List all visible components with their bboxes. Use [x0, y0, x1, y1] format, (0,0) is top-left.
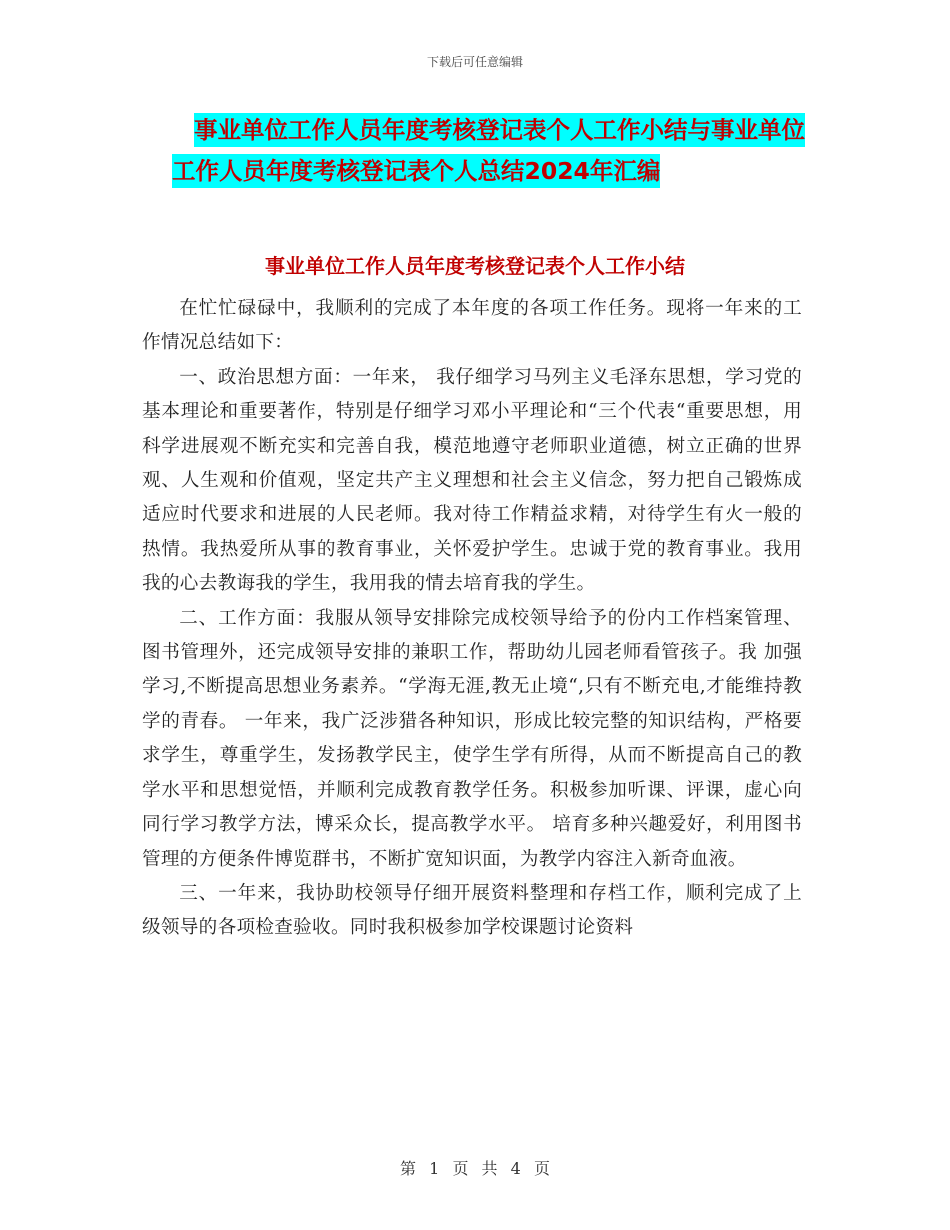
paragraph-archives: 三、一年来，我协助校领导仔细开展资料整理和存档工作，顺利完成了上级领导的各项检查验收。同时我积极参加学校课题讨论资料: [142, 882, 802, 939]
page-footer: [0, 1156, 950, 1179]
document-main-title: [172, 110, 812, 192]
paragraph-political: 一、政治思想方面：一年来， 我仔细学习马列主义毛泽东思想，学习党的基本理论和重要著作，特别是仔细学习邓小平理论和“三个代表“重要思想，用科学进展观不断充实和完善自我，模范地遵守老师职业道德，树立正确的世界观、人生观和价值观，坚定共产主义理想和社会主义信念，努力把自己锻炼成适应时代要求和进展的人民老师。我对待工作精益求精，对待学生有火一般的热情。我热爱所从事的教育事业，关怀爱护学生。忠诚于党的教育事业。我用我的心去教诲我的学生，我用我的情去培育我的学生。: [142, 366, 802, 595]
footer-page-word: 页: [452, 1159, 469, 1178]
section-title: 事业单位工作人员年度考核登记表个人工作小结: [265, 254, 685, 278]
paragraph-work: 二、工作方面：我服从领导安排除完成校领导给予的份内工作档案管理、图书管理外，还完成领导安排的兼职工作，帮助幼儿园老师看管孩子。我 加强学习,不断提高思想业务素养。“学海无涯,教无止境“,只有不断充电,才能维持教学的青春。 一年来，我广泛涉猎各种知识，形成比较完整的知识结构，严格要求学生，尊重学生，发扬教学民主，使学生学有所得，从而不断提高自己的教学水平和思想觉悟，并顺利完成教育教学任务。积极参加听课、评课，虚心向同行学习教学方法，博采众长，提高教学水平。 培育多种兴趣爱好，利用图书管理的方便条件博览群书，不断扩宽知识面，为教学内容注入新奇血液。: [142, 607, 802, 870]
document-body: [142, 292, 802, 946]
footer-page-number: 1: [429, 1159, 440, 1178]
footer-total-pages: 4: [510, 1159, 521, 1178]
header-note: 下载后可任意编辑: [426, 55, 523, 69]
paragraph-intro: 在忙忙碌碌中，我顺利的完成了本年度的各项工作任务。现将一年来的工作情况总结如下：: [142, 298, 802, 354]
footer-total-word: 共: [481, 1159, 498, 1178]
footer-prefix: 第: [400, 1159, 417, 1178]
footer-suffix: 页: [533, 1159, 550, 1178]
main-title-text: 事业单位工作人员年度考核登记表个人工作小结与事业单位工作人员年度考核登记表个人总结2024年汇编: [172, 113, 805, 188]
